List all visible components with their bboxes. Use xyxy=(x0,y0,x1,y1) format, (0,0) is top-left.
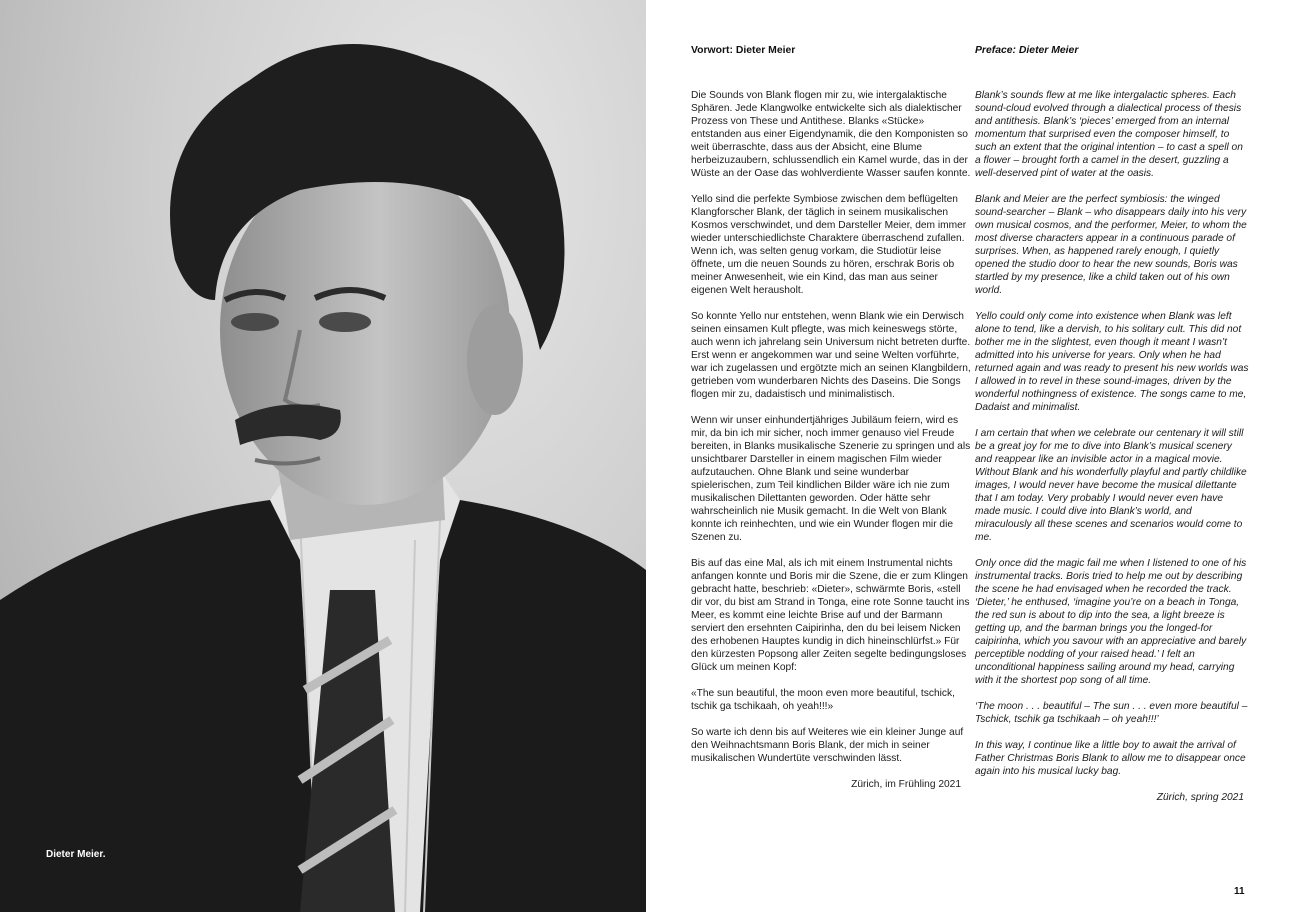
photo-caption: Dieter Meier. xyxy=(46,849,106,860)
german-signature: Zürich, im Frühling 2021 xyxy=(851,779,961,790)
english-paragraph: Blank and Meier are the perfect symbiosis: the winged sound-searcher – Blank – who disappears daily into his very own musical cosmos, and the performer, Meier, to whom the most diverse characters appear in a continuous parade of surprises. When, as happened rarely enough, I quietly opened the studio door to hear the new sounds, Boris was startled by my presence, like a child taken out of his own world. xyxy=(975,194,1247,296)
english-paragraph: In this way, I continue like a little boy to await the arrival of Father Christmas Boris Blank to allow me to disappear once again into his musical lucky bag. xyxy=(975,740,1246,777)
page-number: 11 xyxy=(1234,886,1245,897)
german-title: Vorwort: Dieter Meier xyxy=(691,45,796,56)
german-quote: «The sun beautiful, the moon even more beautiful, tschick, tschik ga tschikaah, oh yeah!!!» xyxy=(691,688,955,712)
english-paragraph: Blank’s sounds flew at me like intergalactic spheres. Each sound-cloud evolved through a dialectical process of thesis and antithesis. Blank’s ‘pieces’ emerged from an internal momentum that surprised even the composer himself, to such an extent that the original intention – to cast a spell on a flower – brought forth a camel in the desert, guzzling a well-deserved pint of water at the oasis. xyxy=(975,90,1243,179)
german-paragraph: So warte ich denn bis auf Weiteres wie ein kleiner Junge auf den Weihnachtsmann Boris Blank, der mich in seiner musikalischen Wundertüte verschwinden lässt. xyxy=(691,727,964,764)
english-paragraph: I am certain that when we celebrate our centenary it will still be a great joy for me to dive into Blank’s musical scenery and reappear like an invisible actor in a magical movie. Without Blank and his wonderfully playful and partly childlike images, I would never have become the musical dilettante that I am today. Very probably I would never even have made music. I could dive into Blank’s world, and miraculously all these scenes and scenarios would come to me. xyxy=(975,428,1247,543)
german-text-column xyxy=(691,44,971,804)
english-paragraph: Yello could only come into existence when Blank was left alone to tend, like a dervish, to his solitary cult. This did not bother me in the slightest, even though it meant I wasn’t admitted into his universe for years. Only when he had returned again and was ready to present his new worlds was I allowed in to revel in these sound-images, driven by the wonderful nothingness of existence. The songs came to me, Dadaist and minimalist. xyxy=(975,311,1249,413)
german-paragraph: So konnte Yello nur entstehen, wenn Blank wie ein Derwisch seinen einsamen Kult pflegte, was mich keineswegs störte, auch wenn ich jahrelang sein Universum nicht betreten durfte. Erst wenn er angekommen war und seine Welten vorführte, war ich zugelassen und ergötzte mich an seinen Klangbildern, getrieben vom wunderbaren Nichts des Daseins. Die Songs flogen mir zu, dadaistisch und minimalistisch. xyxy=(691,311,971,400)
english-paragraph: Only once did the magic fail me when I listened to one of his instrumental tracks. Boris tried to help me out by describing the scene he had envisaged when he recorded the track. ‘Dieter,’ he enthused, ‘imagine you’re on a beach in Tonga, the red sun is about to dip into the sea, a light breeze is getting up, and the barman brings you the longed-for caipirinha, which you savour with an appreciative and barely perceptible nodding of your raised head.’ I felt an unconditional happiness sailing around my head, carrying with it the shortest pop song of all time. xyxy=(975,558,1247,686)
english-text-column xyxy=(975,44,1250,817)
english-quote: ‘The moon . . . beautiful – The sun . . . even more beautiful – Tschick, tschik ga tschikaah – oh yeah!!!’ xyxy=(975,701,1248,725)
german-paragraph: Wenn wir unser einhundertjähriges Jubiläum feiern, wird es mir, da bin ich mir sicher, noch immer genauso viel Freude bereiten, in Blanks musikalische Szenerie zu springen und als unsichtbarer Darsteller in einem magischen Film wieder aufzutauchen. Ohne Blank und seine wunderbar spielerischen, zum Teil kindlichen Bilder wäre ich nie zum musikalischen Dilettanten geworden. Oder hätte sehr wahrscheinlich nie Musik gemacht. In die Welt von Blank konnte ich reinhechten, und wie ein Wunder flogen mir die Szenen zu. xyxy=(691,415,971,543)
english-title: Preface: Dieter Meier xyxy=(975,45,1079,56)
german-paragraph: Die Sounds von Blank flogen mir zu, wie intergalaktische Sphären. Jede Klangwolke entwickelte sich als dialektischer Prozess von These und Antithese. Blanks «Stücke» entstanden aus einer Eigendynamik, die den Komponisten so weit überraschte, dass aus der Absicht, eine Blume herbeizuzaubern, schlussendlich ein Kamel wurde, das in der Wüste an der Oase das wohlverdiente Wasser saufen konnte. xyxy=(691,90,971,179)
german-paragraph: Yello sind die perfekte Symbiose zwischen dem beflügelten Klangforscher Blank, der täglich in seinem musikalischen Kosmos verschwindet, und dem Darsteller Meier, dem immer wieder unterschiedlichste Charaktere überraschend zufallen. Wenn ich, was selten genug vorkam, die Studiotür leise öffnete, um die neuen Sounds zu hören, erschrak Boris ob meiner Anwesenheit, wie ein Kind, das man aus seiner eigenen Welt herausholt. xyxy=(691,194,967,296)
english-signature: Zürich, spring 2021 xyxy=(1156,792,1244,803)
german-paragraph: Bis auf das eine Mal, als ich mit einem Instrumental nichts anfangen konnte und Boris mir die Szene, die er zum Klingen gebracht hatte, beschrieb: «Dieter», schwärmte Boris, «stell dir vor, du bist am Strand in Tonga, eine rote Sonne taucht ins Meer, es kommt eine leichte Brise auf und der Barmann serviert den ersehnten Caipirinha, den du bei leisem Nicken des erhobenen Hauptes kundig in dich hineinschlürfst.» Für den kürzesten Popsong aller Zeiten segelte bedingungsloses Glück um meinen Kopf: xyxy=(691,558,970,673)
